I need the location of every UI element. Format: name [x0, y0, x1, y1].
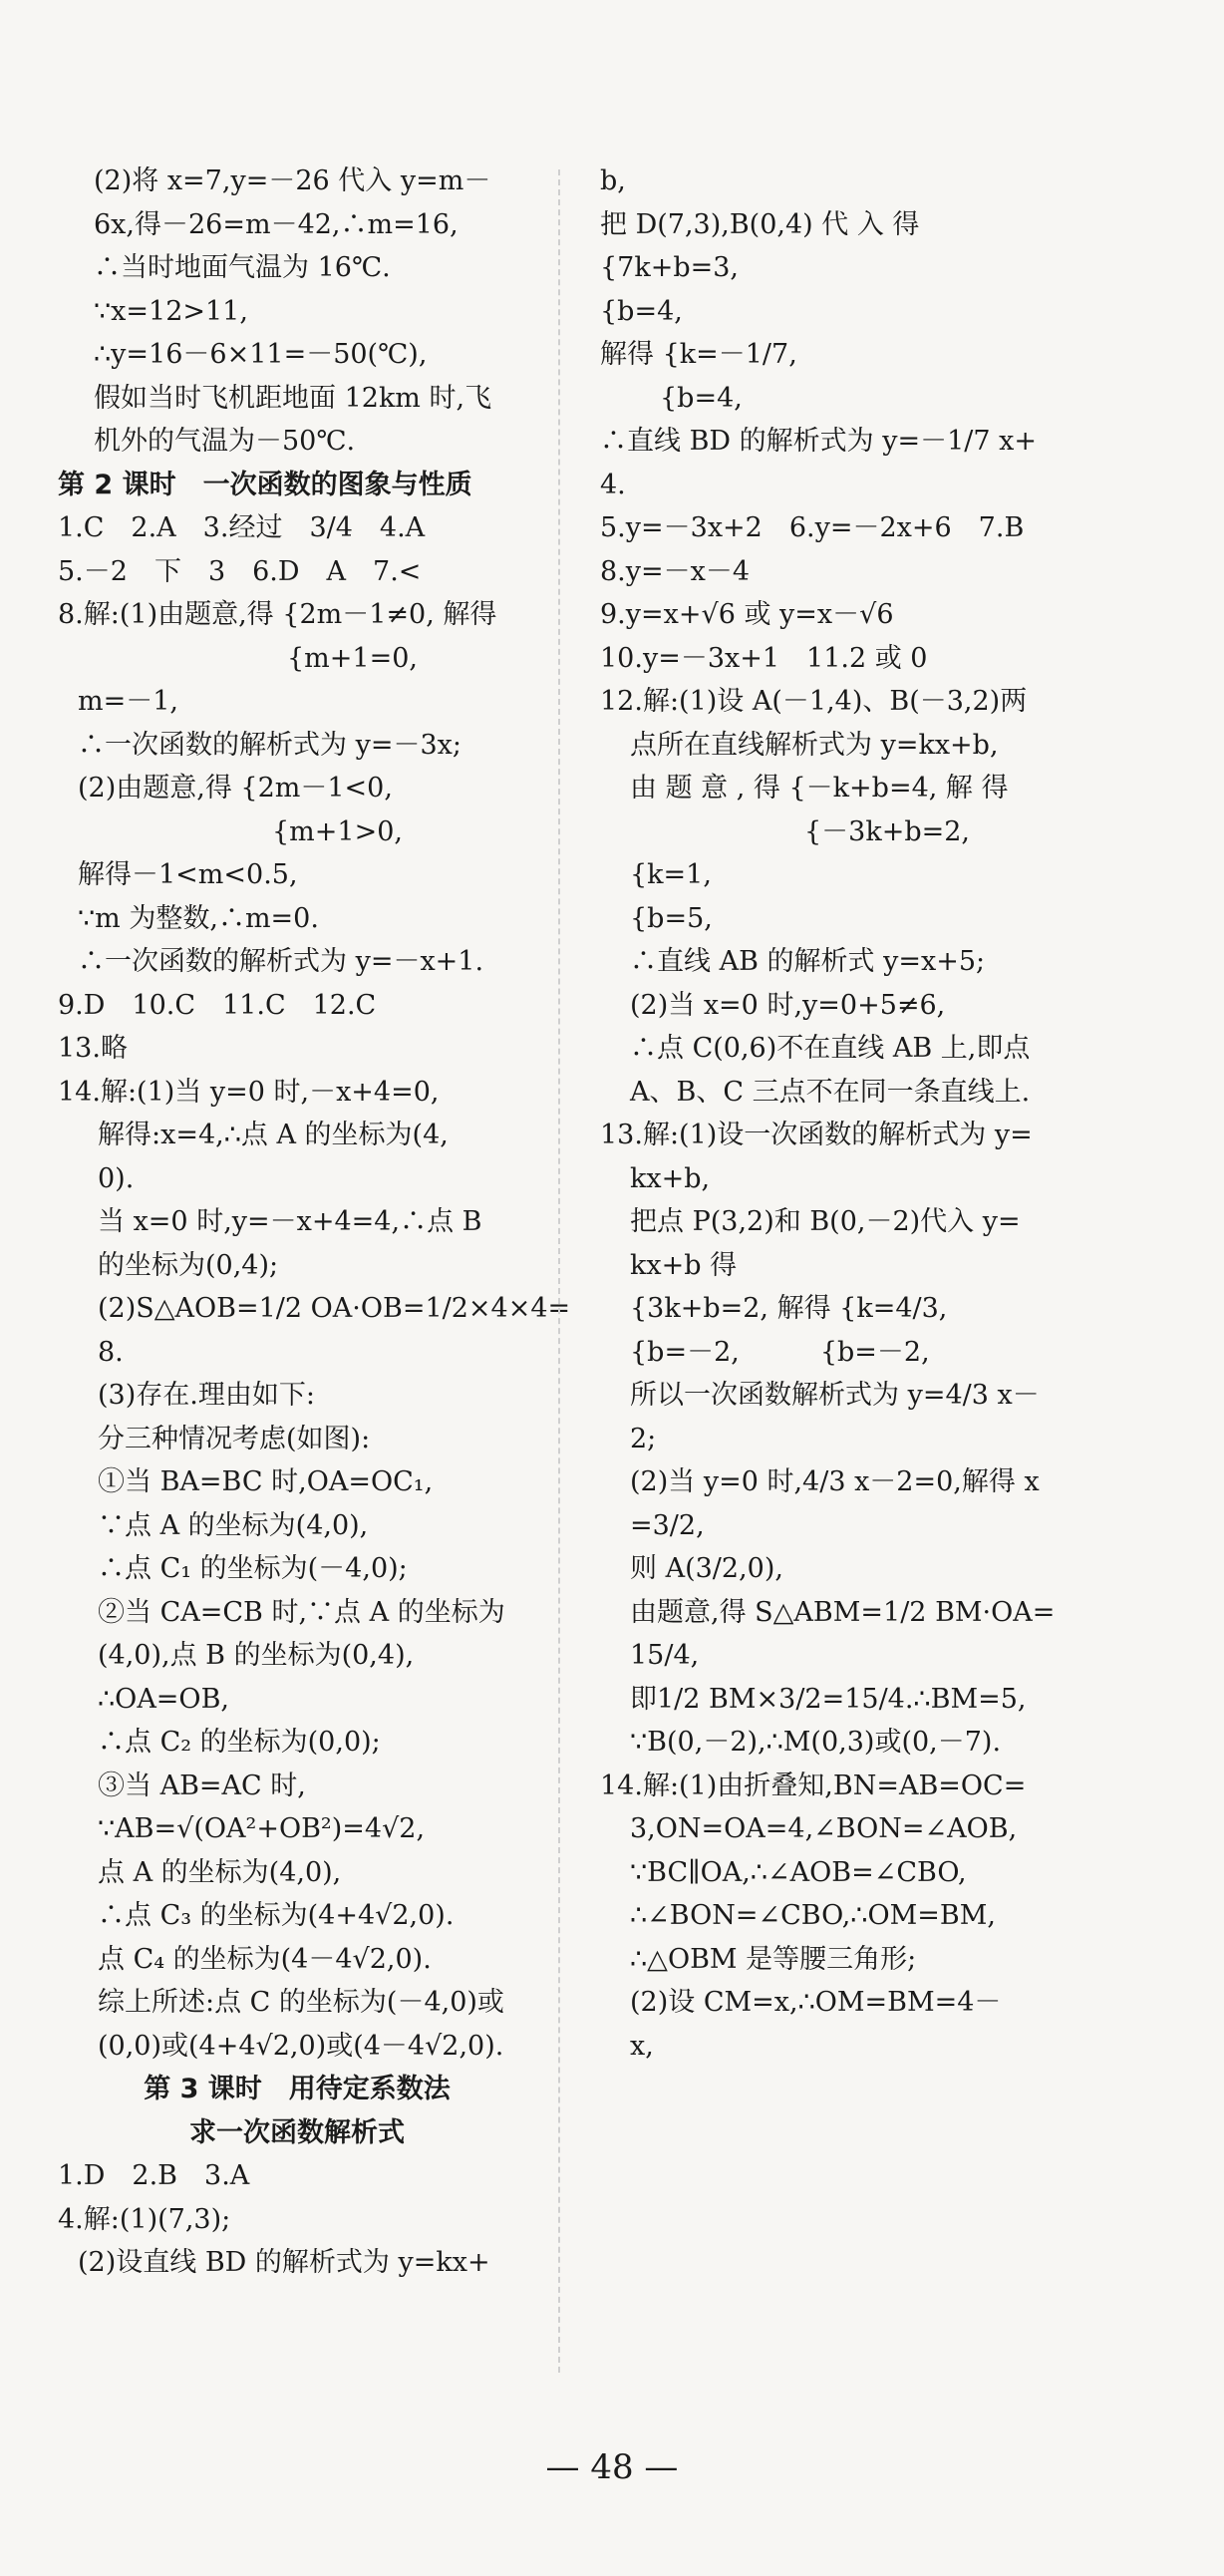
text-line: {3k+b=2, 解得 {k=4/3, [630, 1293, 948, 1324]
text-line: (2)设直线 BD 的解析式为 y=kx+ [78, 2247, 490, 2278]
text-line: 12.解:(1)设 A(－1,4)、B(－3,2)两 [600, 686, 1028, 717]
text-line: (2)当 y=0 时,4/3 x－2=0,解得 x [630, 1466, 1040, 1497]
text-line: (2)当 x=0 时,y=0+5≠6, [630, 989, 946, 1021]
text-line: 由题意,得 S△ABM=1/2 BM·OA= [630, 1596, 1056, 1628]
text-line: {b=5, [630, 902, 713, 934]
text-line: 14.解:(1)由折叠知,BN=AB=OC= [600, 1770, 1027, 1801]
text-line: ∴点 C(0,6)不在直线 AB 上,即点 [630, 1033, 1031, 1064]
text-line: (2)由题意,得 {2m－1<0, [78, 773, 393, 804]
text-line: {b=4, [600, 295, 683, 327]
text-line: {b=－2, {b=－2, [630, 1336, 930, 1368]
text-line: 把 D(7,3),B(0,4) 代 入 得 [600, 208, 920, 240]
text-line: {b=4, [660, 382, 743, 414]
text-line: ③当 AB=AC 时, [98, 1770, 306, 1801]
text-line: A、B、C 三点不在同一条直线上. [630, 1076, 1031, 1108]
text-line: ∴一次函数的解析式为 y=－x+1. [78, 946, 484, 977]
text-line: ∴∠BON=∠CBO,∴OM=BM, [630, 1900, 996, 1931]
text-line: 13.解:(1)设一次函数的解析式为 y= [600, 1120, 1033, 1150]
text-line: x, [630, 2030, 654, 2062]
page-number: — 48 — [545, 2447, 679, 2487]
text-line: ∴点 C₃ 的坐标为(4+4√2,0). [98, 1900, 455, 1931]
text-line: 分三种情况考虑(如图): [98, 1423, 371, 1454]
text-line: (3)存在.理由如下: [98, 1380, 315, 1411]
text-line: 假如当时飞机距地面 12km 时,飞 [94, 382, 492, 414]
text-line: 1.C 2.A 3.经过 3/4 4.A [58, 512, 426, 543]
text-line: 0). [98, 1162, 135, 1194]
text-line: ∵AB=√(OA²+OB²)=4√2, [98, 1813, 426, 1844]
text-line: (2)设 CM=x,∴OM=BM=4－ [630, 1987, 1002, 2018]
text-line: 机外的气温为－50℃. [94, 426, 356, 457]
text-line: (4,0),点 B 的坐标为(0,4), [98, 1640, 415, 1671]
text-line: =3/2, [630, 1509, 705, 1541]
text-line: 解得:x=4,∴点 A 的坐标为(4, [98, 1120, 449, 1150]
text-line: ∵m 为整数,∴m=0. [78, 902, 319, 934]
text-line: ∴当时地面气温为 16℃. [94, 252, 391, 283]
text-line: 10.y=－3x+1 11.2 或 0 [600, 642, 928, 674]
text-line: m=－1, [78, 686, 178, 717]
text-line: 1.D 2.B 3.A [58, 2160, 250, 2191]
text-line: ∴OA=OB, [98, 1683, 229, 1715]
text-line: 5.－2 下 3 6.D A 7.< [58, 555, 422, 587]
text-line: ∵x=12>11, [94, 295, 248, 327]
text-line: ∵B(0,－2),∴M(0,3)或(0,－7). [630, 1727, 1002, 1758]
text-line: b, [600, 165, 626, 196]
text-line: 则 A(3/2,0), [630, 1553, 783, 1584]
text-line: 9.D 10.C 11.C 12.C [58, 989, 377, 1021]
text-line: 13.略 [58, 1033, 128, 1064]
text-line: 点 C₄ 的坐标为(4－4√2,0). [98, 1943, 432, 1975]
text-line: ∴一次函数的解析式为 y=－3x; [78, 729, 461, 761]
left-column [58, 160, 571, 2285]
text-line: 14.解:(1)当 y=0 时,－x+4=0, [58, 1076, 440, 1108]
text-line: 4. [600, 469, 626, 500]
text-line: 把点 P(3,2)和 B(0,－2)代入 y= [630, 1206, 1021, 1237]
text-line: (0,0)或(4+4√2,0)或(4－4√2,0). [98, 2030, 504, 2062]
text-line: kx+b, [630, 1162, 711, 1194]
text-line: {k=1, [630, 859, 712, 890]
text-line: 即1/2 BM×3/2=15/4.∴BM=5, [630, 1683, 1027, 1715]
text-line: 4.解:(1)(7,3); [58, 2203, 231, 2235]
text-line: ∴△OBM 是等腰三角形; [630, 1943, 917, 1975]
text-line: ∴点 C₁ 的坐标为(－4,0); [98, 1553, 408, 1584]
right-column [600, 160, 1069, 2068]
text-line: 8.解:(1)由题意,得 {2m－1≠0, 解得 [58, 599, 497, 630]
text-line: 解得－1<m<0.5, [78, 859, 298, 890]
text-line: 9.y=x+√6 或 y=x－√6 [600, 599, 894, 630]
text-line: ②当 CA=CB 时,∵点 A 的坐标为 [98, 1596, 505, 1628]
text-line: 6x,得－26=m－42,∴m=16, [94, 208, 459, 240]
text-line: 所以一次函数解析式为 y=4/3 x－ [630, 1380, 1040, 1411]
text-line: 的坐标为(0,4); [98, 1249, 279, 1281]
text-line: ∵BC∥OA,∴∠AOB=∠CBO, [630, 1856, 967, 1888]
text-line: 综上所述:点 C 的坐标为(－4,0)或 [98, 1987, 504, 2018]
text-line: 2; [630, 1423, 657, 1454]
text-line: kx+b 得 [630, 1249, 738, 1281]
text-line: 8.y=－x－4 [600, 555, 751, 587]
section-heading: 第 3 课时 用待定系数法 [144, 2074, 451, 2104]
text-line: 5.y=－3x+2 6.y=－2x+6 7.B [600, 512, 1025, 543]
text-line: ∴y=16－6×11=－50(℃), [94, 339, 428, 370]
text-line: 15/4, [630, 1640, 700, 1671]
text-line: ①当 BA=BC 时,OA=OC₁, [98, 1466, 434, 1497]
text-line: 3,ON=OA=4,∠BON=∠AOB, [630, 1813, 1018, 1844]
text-line: 点 A 的坐标为(4,0), [98, 1856, 342, 1888]
text-line: 当 x=0 时,y=－x+4=4,∴点 B [98, 1206, 482, 1237]
text-line: 由 题 意 , 得 {－k+b=4, 解 得 [630, 773, 1009, 804]
text-line: 解得 {k=－1/7, [600, 339, 797, 370]
text-line: ∴点 C₂ 的坐标为(0,0); [98, 1727, 381, 1758]
section-heading: 第 2 课时 一次函数的图象与性质 [58, 469, 472, 500]
text-line: {m+1=0, [287, 642, 418, 674]
section-heading: 求一次函数解析式 [189, 2116, 405, 2148]
text-line: 点所在直线解析式为 y=kx+b, [630, 729, 999, 761]
text-line: {－3k+b=2, [804, 815, 971, 847]
text-line: {7k+b=3, [600, 252, 740, 283]
column-divider [558, 169, 560, 2373]
text-line: {m+1>0, [272, 815, 403, 847]
text-line: ∵点 A 的坐标为(4,0), [98, 1509, 369, 1541]
text-line: (2)S△AOB=1/2 OA·OB=1/2×4×4= [98, 1293, 571, 1324]
text-line: (2)将 x=7,y=－26 代入 y=m－ [94, 165, 491, 196]
text-line: ∴直线 AB 的解析式 y=x+5; [630, 946, 986, 977]
text-line: ∴直线 BD 的解析式为 y=－1/7 x+ [600, 426, 1037, 457]
text-line: 8. [98, 1336, 124, 1368]
